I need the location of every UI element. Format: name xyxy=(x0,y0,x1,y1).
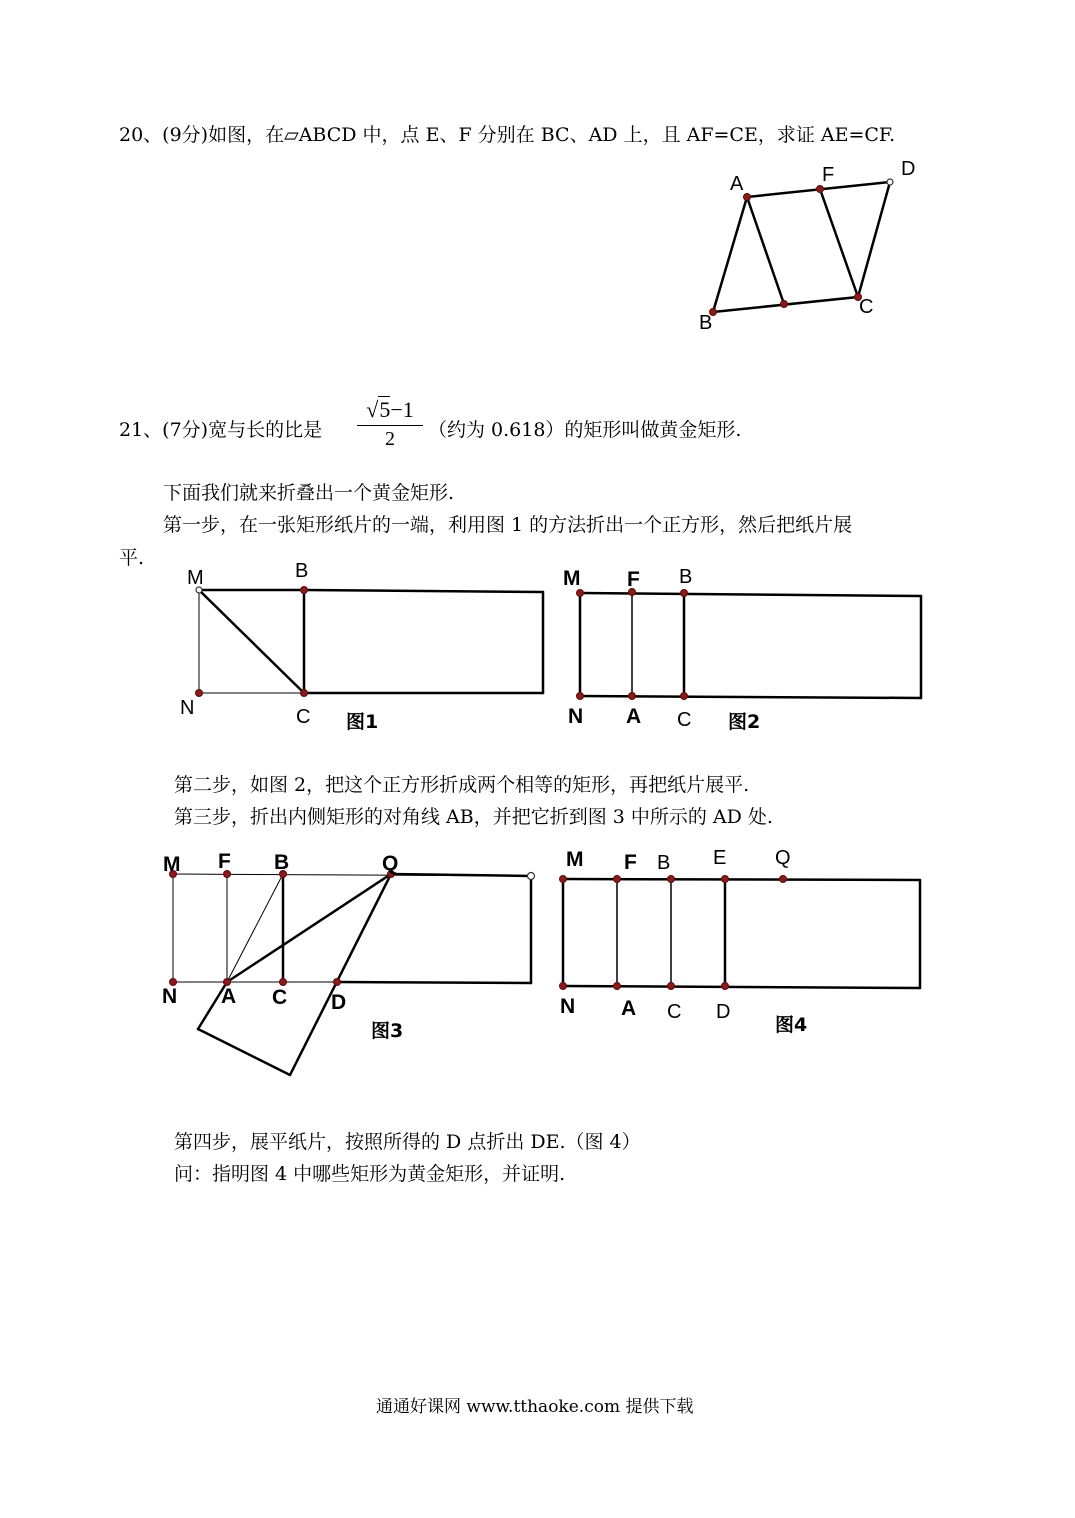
fig4-label-M: M xyxy=(566,848,584,871)
fig4-label-C: C xyxy=(667,1001,682,1023)
fig4-label-Q: Q xyxy=(775,847,791,869)
fig3-caption: 图3 xyxy=(371,1020,404,1042)
fig4-label-A: A xyxy=(621,997,637,1020)
fig3-label-Q: Q xyxy=(382,852,399,875)
fig3-label-F: F xyxy=(218,850,231,873)
q21-step3: 第三步，折出内侧矩形的对角线 AB，并把它折到图 3 中所示的 AD 处. xyxy=(174,806,773,828)
frac-sqrt: 5 xyxy=(379,397,391,422)
fig3-label-C: C xyxy=(272,986,288,1009)
q21-step1-line2: 平. xyxy=(119,547,145,569)
fig3-label-B: B xyxy=(274,851,290,874)
frac-num-rest: −1 xyxy=(390,397,414,422)
fig4-label-F: F xyxy=(624,851,637,874)
fig2-label-B: B xyxy=(679,566,693,588)
fig4-label-E: E xyxy=(713,847,727,869)
fig2-label-M: M xyxy=(563,567,581,590)
fig2-label-A: A xyxy=(626,705,642,728)
q21-suffix: （约为 0.618）的矩形叫做黄金矩形. xyxy=(428,419,742,441)
q20-label-A: A xyxy=(730,173,744,195)
fig1-caption: 图1 xyxy=(346,711,379,733)
q20-label-D: D xyxy=(901,158,916,180)
fig1-label-B: B xyxy=(295,560,309,582)
fig2-label-F: F xyxy=(627,568,640,591)
fig3-label-D: D xyxy=(331,991,347,1014)
q20-label-C: C xyxy=(859,296,874,318)
fig1-label-C: C xyxy=(296,706,311,728)
fig1-label-N: N xyxy=(180,697,195,719)
q21-prefix: 21、(7分)宽与长的比是 xyxy=(119,419,323,441)
q21-intro: 下面我们就来折叠出一个黄金矩形. xyxy=(163,482,455,504)
fig1-label-M: M xyxy=(187,567,204,589)
q21-step2: 第二步，如图 2，把这个正方形折成两个相等的矩形，再把纸片展平. xyxy=(174,774,750,796)
fig2-label-N: N xyxy=(568,705,584,728)
fig2-label-C: C xyxy=(677,709,692,731)
footer-source: 通通好课网 www.tthaoke.com 提供下载 xyxy=(376,1397,694,1417)
fig3-label-M: M xyxy=(163,853,181,876)
fig3-label-A: A xyxy=(221,985,237,1008)
q20-text: 20、(9分)如图，在▱ABCD 中，点 E、F 分别在 BC、AD 上，且 AF=CE，求证 AE=CF. xyxy=(119,124,896,146)
q20-label-F: F xyxy=(822,164,835,186)
fig2-caption: 图2 xyxy=(728,711,761,733)
fig3-label-N: N xyxy=(162,985,178,1008)
q21-step4: 第四步，展平纸片，按照所得的 D 点折出 DE.（图 4） xyxy=(174,1131,641,1153)
frac-den: 2 xyxy=(385,428,395,450)
fig4-caption: 图4 xyxy=(775,1014,808,1036)
q20-label-B: B xyxy=(699,312,713,334)
fig4-label-D: D xyxy=(716,1001,731,1023)
q21-step1-line1: 第一步，在一张矩形纸片的一端，利用图 1 的方法折出一个正方形，然后把纸片展 xyxy=(163,514,853,536)
fig4-label-N: N xyxy=(560,995,576,1018)
q21-question: 问：指明图 4 中哪些矩形为黄金矩形，并证明. xyxy=(174,1163,566,1185)
golden-ratio-fraction: √5−1 2 xyxy=(357,396,423,451)
fig4-label-B: B xyxy=(657,852,671,874)
